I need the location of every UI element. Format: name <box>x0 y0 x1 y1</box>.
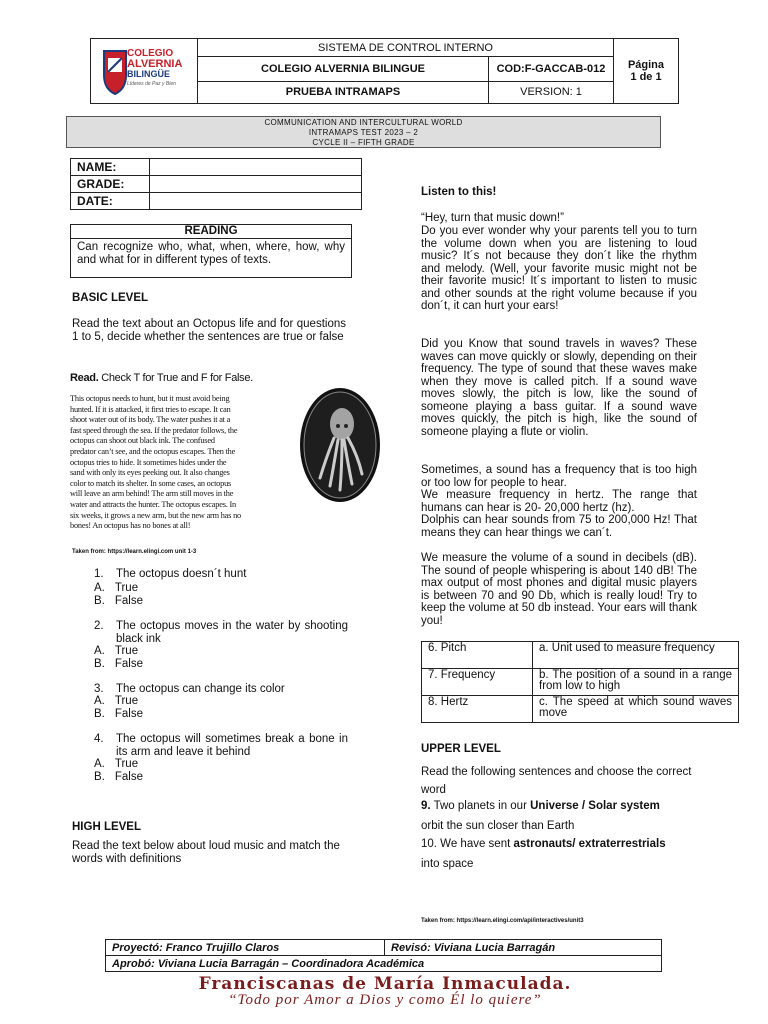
listen-paragraph-3a: Sometimes, a sound has a frequency that is too high or too low for people to hear. <box>421 464 697 489</box>
question-number: 1. <box>94 568 104 580</box>
octopus-source: Taken from: https://learn.elingi.com unit 1-3 <box>72 549 197 555</box>
logo-tagline: Líderes de Paz y Bien <box>127 81 176 87</box>
reading-box <box>70 224 352 278</box>
listen-quote: “Hey, turn that music down!” <box>421 212 564 224</box>
student-info-table <box>70 158 362 210</box>
upper-source: Taken from: https://learn.elingi.com/api/interactives/unit3 <box>421 918 584 924</box>
date-label: DATE: <box>71 193 150 210</box>
true-false-questions <box>94 568 348 783</box>
subject-band <box>66 116 661 148</box>
q3-option-b[interactable]: B. False <box>94 708 143 720</box>
q4-option-b[interactable]: B. False <box>94 771 143 783</box>
q9-continuation: orbit the sun closer than Earth <box>421 820 575 832</box>
upper-instructions: Read the following sentences and choose the correct word <box>421 766 692 796</box>
octopus-photo-icon <box>298 386 382 504</box>
question-4 <box>94 733 348 758</box>
match-term[interactable]: 6. Pitch <box>422 642 533 669</box>
listen-paragraph-2: Did you Know that sound travels in waves? These waves can move quickly or slowly, depending on their frequency. The type of sound that these waves make when they move is called pitch. If a sound wave moves slowly, the pitch is low, like the sound of someone playing a bass guitar. If a sound wave moves quickly, the pitch is high, like the sound of someone playing a flute or violin. <box>421 338 697 438</box>
listen-heading: Listen to this! <box>421 186 497 198</box>
basic-instructions: Read the text about an Octopus life and for questions 1 to 5, decide whether the sentences are true or false <box>72 318 346 343</box>
question-number: 4. <box>94 733 104 745</box>
name-label: NAME: <box>71 159 150 176</box>
listen-paragraph-1: Do you ever wonder why your parents tell you to turn the volume down when you are listening to loud music? It´s not because they don´t like the rhythm and melody. (Well, your favorite music might not be their favorite music! It´s important to listen to music and other sounds at the right volume because if you don´t, it can hurt your ears! <box>421 225 697 312</box>
name-field[interactable] <box>150 159 362 176</box>
q10-choice[interactable]: astronauts/ extraterrestrials <box>513 838 666 850</box>
listen-paragraph-4: We measure the volume of a sound in decibels (dB). The sound of people whispering is about 140 dB! The max output of most phones and digital music players is between 70 and 90 Db, which is really loud! Try to keep the volume at 50 db instead. Your ears will thank you! <box>421 552 697 627</box>
question-2 <box>94 620 348 645</box>
basic-level-heading: BASIC LEVEL <box>72 292 149 304</box>
octopus-reading-image <box>70 372 350 538</box>
q2-option-b[interactable]: B. False <box>94 658 143 670</box>
reviewed-by: Revisó: Viviana Lucia Barragán <box>385 940 662 956</box>
q9-number: 9. <box>421 800 431 812</box>
page-label: Página <box>627 59 665 71</box>
doc-title: PRUEBA INTRAMAPS <box>198 81 489 103</box>
page-number: 1 de 1 <box>630 71 662 83</box>
approval-footer <box>105 939 662 972</box>
logo-line3: BILINGÜE <box>127 69 171 79</box>
grade-field[interactable] <box>150 176 362 193</box>
match-definition: c. The speed at which sound waves move <box>533 696 739 723</box>
congregation-motto: Franciscanas de María Inmaculada. <box>198 974 572 994</box>
question-number: 2. <box>94 620 104 632</box>
band-line1: COMMUNICATION AND INTERCULTURAL WORLD <box>264 118 463 127</box>
upper-level-heading: UPPER LEVEL <box>421 743 501 755</box>
page-cell <box>614 39 679 104</box>
approved-by: Aprobó: Viviana Lucia Barragán – Coordinadora Académica <box>106 956 662 972</box>
date-field[interactable] <box>150 193 362 210</box>
match-definition: a. Unit used to measure frequency <box>533 642 739 669</box>
doc-version: VERSION: 1 <box>489 81 614 103</box>
high-level-heading: HIGH LEVEL <box>72 821 142 833</box>
listen-paragraph-3c: Dolphis can hear sounds from 75 to 200,000 Hz! That means they can hear things we can´t. <box>421 514 697 539</box>
q10-pre: 10. We have sent <box>421 838 514 850</box>
question-3 <box>94 683 348 696</box>
question-10 <box>421 838 711 851</box>
listen-paragraph-3b: We measure frequency in hertz. The range that humans can hear is 20- 20,000 hertz (hz). <box>421 489 697 514</box>
logo-line2: ALVERNIA <box>127 58 183 70</box>
match-term[interactable]: 7. Frequency <box>422 669 533 696</box>
q9-choice[interactable]: Universe / Solar system <box>530 800 660 812</box>
system-title: SISTEMA DE CONTROL INTERNO <box>198 39 614 57</box>
question-text: The octopus moves in the water by shooting black ink <box>116 620 348 645</box>
match-definition: b. The position of a sound in a range from low to high <box>533 669 739 696</box>
question-text: The octopus will sometimes break a bone in its arm and leave it behind <box>116 733 348 758</box>
question-number: 3. <box>94 683 104 695</box>
match-term[interactable]: 8. Hertz <box>422 696 533 723</box>
band-line3: CYCLE II – FIFTH GRADE <box>312 138 415 147</box>
q2-option-a[interactable]: A. True <box>94 645 139 657</box>
school-logo <box>91 39 198 104</box>
doc-code: COD:F-GACCAB-012 <box>489 57 614 81</box>
question-9 <box>421 800 711 813</box>
octopus-story: This octopus needs to hunt, but it must avoid being hunted. If it is attacked, it first tries to escape. It can shoot water out of its body. The water pushes it at a fast speed through the sea. If the predator follows, the octopus can shoot out black ink. The confused predator can’t see, and the octopus escapes. Then the octopus tries to hide. It sometimes hides under the sand with only its eyes peeking out. It also changes color to match its shelter. In some cases, an octopus will leave an arm behind! The arm still moves in the water and attracts the hunter. The octopus escapes. In six weeks, it grows a new arm, but the new arm has no bones! An octopus has no bones at all! <box>70 394 241 531</box>
read-label: Read. <box>70 372 99 384</box>
band-line2: INTRAMAPS TEST 2023 – 2 <box>308 128 419 137</box>
read-instruction <box>70 372 350 384</box>
reading-objective: Can recognize who, what, when, where, how, why and what for in different types of texts. <box>77 241 345 266</box>
logo-line1: COLEGIO <box>127 48 174 59</box>
question-text: The octopus doesn´t hunt <box>116 568 247 580</box>
projected-by: Proyectó: Franco Trujillo Claros <box>106 940 385 956</box>
matching-table <box>421 641 739 723</box>
congregation-slogan: “Todo por Amor a Dios y como Él lo quiere” <box>228 992 542 1008</box>
q3-option-a[interactable]: A. True <box>94 695 139 707</box>
read-rest: Check T for True and F for False. <box>98 372 253 384</box>
q4-option-a[interactable]: A. True <box>94 758 139 770</box>
q10-continuation: into space <box>421 858 474 870</box>
question-1 <box>94 568 348 581</box>
header-table <box>90 38 679 104</box>
reading-title: READING <box>71 225 351 239</box>
question-text: The octopus can change its color <box>116 683 285 695</box>
q1-option-a[interactable]: A. True <box>94 582 139 594</box>
grade-label: GRADE: <box>71 176 150 193</box>
school-name: COLEGIO ALVERNIA BILINGUE <box>198 57 489 81</box>
q9-pre: Two planets in our <box>430 800 531 812</box>
q1-option-b[interactable]: B. False <box>94 595 143 607</box>
high-instructions: Read the text below about loud music and match the words with definitions <box>72 840 340 865</box>
